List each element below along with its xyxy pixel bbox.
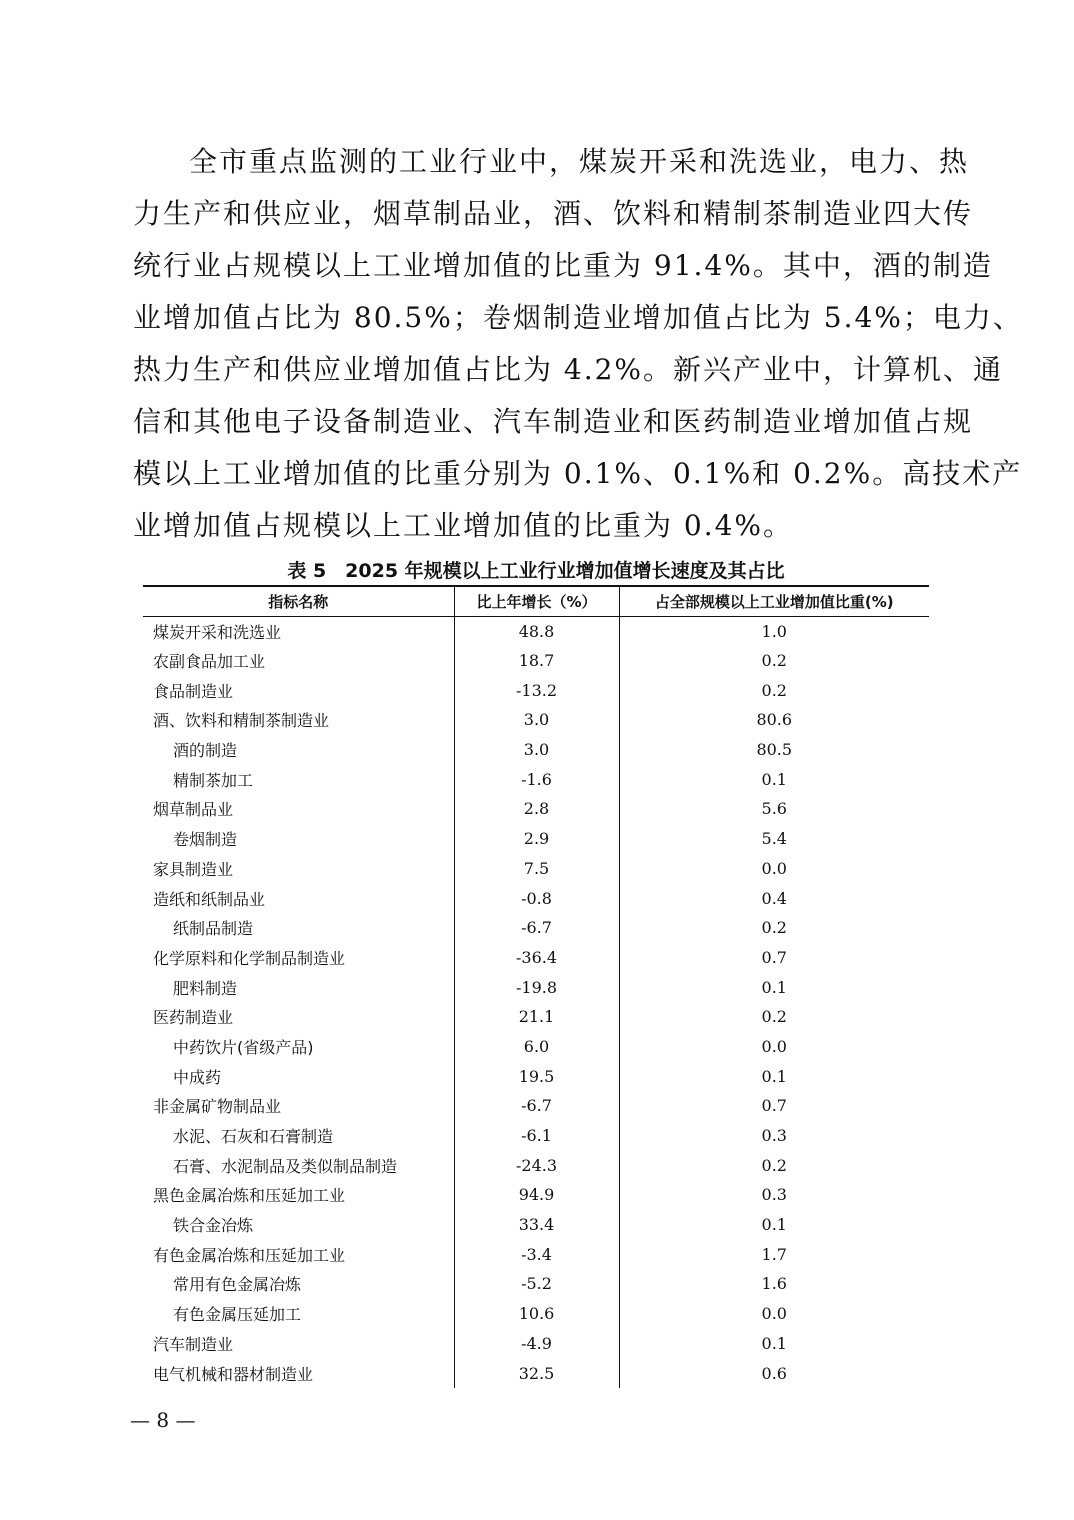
- share-cell: 0.2: [619, 675, 929, 705]
- indicator-name-cell: 中药饮片(省级产品): [173, 1037, 314, 1057]
- table-row: [143, 1091, 929, 1121]
- table-row: [143, 675, 929, 705]
- paragraph-line: 业增加值占规模以上工业增加值的比重为 0.4%。: [133, 509, 794, 542]
- table-row: [143, 764, 929, 794]
- share-cell: 0.1: [619, 1210, 929, 1240]
- share-cell: 0.3: [619, 1180, 929, 1210]
- table-row: [143, 1180, 929, 1210]
- growth-cell: -1.6: [454, 764, 619, 794]
- body-paragraph: [133, 136, 1023, 552]
- table-row: [143, 1032, 929, 1062]
- indicator-name-cell: 精制茶加工: [173, 770, 254, 790]
- indicator-name-cell: 黑色金属冶炼和压延加工业: [153, 1186, 346, 1206]
- indicator-name-cell: 汽车制造业: [153, 1334, 234, 1354]
- indicator-name-cell: 化学原料和化学制品制造业: [153, 948, 346, 968]
- share-cell: 0.7: [619, 1091, 929, 1121]
- share-cell: 0.4: [619, 883, 929, 913]
- growth-cell: 21.1: [454, 1002, 619, 1032]
- table-header-row: [143, 586, 929, 616]
- indicator-name-cell: 肥料制造: [173, 978, 238, 998]
- share-cell: 5.6: [619, 794, 929, 824]
- share-cell: 1.7: [619, 1239, 929, 1269]
- page-number: — 8 —: [130, 1408, 196, 1432]
- paragraph-line: 模以上工业增加值的比重分别为 0.1%、0.1%和 0.2%。高技术产: [133, 457, 1023, 490]
- growth-cell: -6.7: [454, 913, 619, 943]
- table-row: [143, 616, 929, 646]
- table-row: [143, 1299, 929, 1329]
- share-cell: 0.2: [619, 646, 929, 676]
- table-row: [143, 1210, 929, 1240]
- share-cell: 0.6: [619, 1358, 929, 1388]
- growth-cell: 32.5: [454, 1358, 619, 1388]
- table-row: [143, 972, 929, 1002]
- header-indicator-name: 指标名称: [268, 592, 329, 611]
- table-title: 表 5 2025 年规模以上工业行业增加值增长速度及其占比: [287, 560, 785, 582]
- table-row: [143, 1150, 929, 1180]
- table-row: [143, 913, 929, 943]
- indicator-name-cell: 水泥、石灰和石膏制造: [173, 1127, 334, 1147]
- table-row: [143, 824, 929, 854]
- table-row: [143, 883, 929, 913]
- industry-table: [143, 585, 929, 1388]
- share-cell: 0.2: [619, 1150, 929, 1180]
- growth-cell: 2.8: [454, 794, 619, 824]
- share-cell: 80.5: [619, 735, 929, 765]
- paragraph-line: 全市重点监测的工业行业中，煤炭开采和洗选业，电力、热: [189, 145, 970, 178]
- indicator-name-cell: 铁合金冶炼: [173, 1216, 254, 1236]
- growth-cell: -19.8: [454, 972, 619, 1002]
- table-row: [143, 1239, 929, 1269]
- growth-cell: -24.3: [454, 1150, 619, 1180]
- growth-cell: 6.0: [454, 1032, 619, 1062]
- share-cell: 0.2: [619, 1002, 929, 1032]
- share-cell: 0.1: [619, 1329, 929, 1359]
- table-row: [143, 1269, 929, 1299]
- growth-cell: 19.5: [454, 1061, 619, 1091]
- indicator-name-cell: 石膏、水泥制品及类似制品制造: [173, 1156, 398, 1176]
- growth-cell: 33.4: [454, 1210, 619, 1240]
- paragraph-line: 力生产和供应业，烟草制品业，酒、饮料和精制茶制造业四大传: [133, 197, 974, 230]
- share-cell: 5.4: [619, 824, 929, 854]
- table-row: [143, 1329, 929, 1359]
- table-row: [143, 646, 929, 676]
- share-cell: 0.1: [619, 764, 929, 794]
- growth-cell: 18.7: [454, 646, 619, 676]
- indicator-name-cell: 医药制造业: [153, 1008, 234, 1028]
- growth-cell: 3.0: [454, 705, 619, 735]
- indicator-name-cell: 有色金属压延加工: [173, 1305, 302, 1325]
- table-row: [143, 943, 929, 973]
- paragraph-line: 信和其他电子设备制造业、汽车制造业和医药制造业增加值占规: [133, 405, 974, 438]
- indicator-name-cell: 食品制造业: [153, 681, 234, 701]
- table-row: [143, 735, 929, 765]
- indicator-name-cell: 农副食品加工业: [153, 652, 266, 672]
- growth-cell: -0.8: [454, 883, 619, 913]
- share-cell: 0.1: [619, 1061, 929, 1091]
- growth-cell: -5.2: [454, 1269, 619, 1299]
- growth-cell: 3.0: [454, 735, 619, 765]
- share-cell: 0.3: [619, 1121, 929, 1151]
- indicator-name-cell: 电气机械和器材制造业: [153, 1364, 314, 1384]
- table-row: [143, 1358, 929, 1388]
- growth-cell: -6.7: [454, 1091, 619, 1121]
- growth-cell: 2.9: [454, 824, 619, 854]
- growth-cell: -36.4: [454, 943, 619, 973]
- header-share: 占全部规模以上工业增加值比重(%): [619, 586, 929, 616]
- growth-cell: 94.9: [454, 1180, 619, 1210]
- indicator-name-cell: 常用有色金属冶炼: [173, 1275, 302, 1295]
- indicator-name-cell: 中成药: [173, 1067, 222, 1087]
- share-cell: 0.2: [619, 913, 929, 943]
- table-row: [143, 1061, 929, 1091]
- paragraph-line: 业增加值占比为 80.5%；卷烟制造业增加值占比为 5.4%；电力、: [133, 301, 1023, 334]
- share-cell: 0.0: [619, 1299, 929, 1329]
- share-cell: 1.6: [619, 1269, 929, 1299]
- indicator-name-cell: 纸制品制造: [173, 919, 254, 939]
- table-row: [143, 1002, 929, 1032]
- indicator-name-cell: 家具制造业: [153, 859, 234, 879]
- table-row: [143, 794, 929, 824]
- share-cell: 0.0: [619, 1032, 929, 1062]
- growth-cell: 10.6: [454, 1299, 619, 1329]
- share-cell: 0.0: [619, 854, 929, 884]
- share-cell: 0.1: [619, 972, 929, 1002]
- share-cell: 80.6: [619, 705, 929, 735]
- indicator-name-cell: 有色金属冶炼和压延加工业: [153, 1245, 346, 1265]
- indicator-name-cell: 卷烟制造: [173, 830, 238, 850]
- header-growth: 比上年增长（%）: [454, 586, 619, 616]
- table-row: [143, 705, 929, 735]
- indicator-name-cell: 造纸和纸制品业: [153, 889, 266, 909]
- growth-cell: -13.2: [454, 675, 619, 705]
- table-row: [143, 1121, 929, 1151]
- indicator-name-cell: 非金属矿物制品业: [153, 1097, 282, 1117]
- table-row: [143, 854, 929, 884]
- growth-cell: -4.9: [454, 1329, 619, 1359]
- growth-cell: 7.5: [454, 854, 619, 884]
- growth-cell: 48.8: [454, 616, 619, 646]
- share-cell: 1.0: [619, 616, 929, 646]
- growth-cell: -6.1: [454, 1121, 619, 1151]
- share-cell: 0.7: [619, 943, 929, 973]
- indicator-name-cell: 烟草制品业: [153, 800, 234, 820]
- indicator-name-cell: 煤炭开采和洗选业: [153, 622, 282, 642]
- paragraph-line: 热力生产和供应业增加值占比为 4.2%。新兴产业中，计算机、通: [133, 353, 1004, 386]
- indicator-name-cell: 酒、饮料和精制茶制造业: [153, 711, 330, 731]
- indicator-name-cell: 酒的制造: [173, 741, 238, 761]
- growth-cell: -3.4: [454, 1239, 619, 1269]
- paragraph-line: 统行业占规模以上工业增加值的比重为 91.4%。其中，酒的制造: [133, 249, 993, 282]
